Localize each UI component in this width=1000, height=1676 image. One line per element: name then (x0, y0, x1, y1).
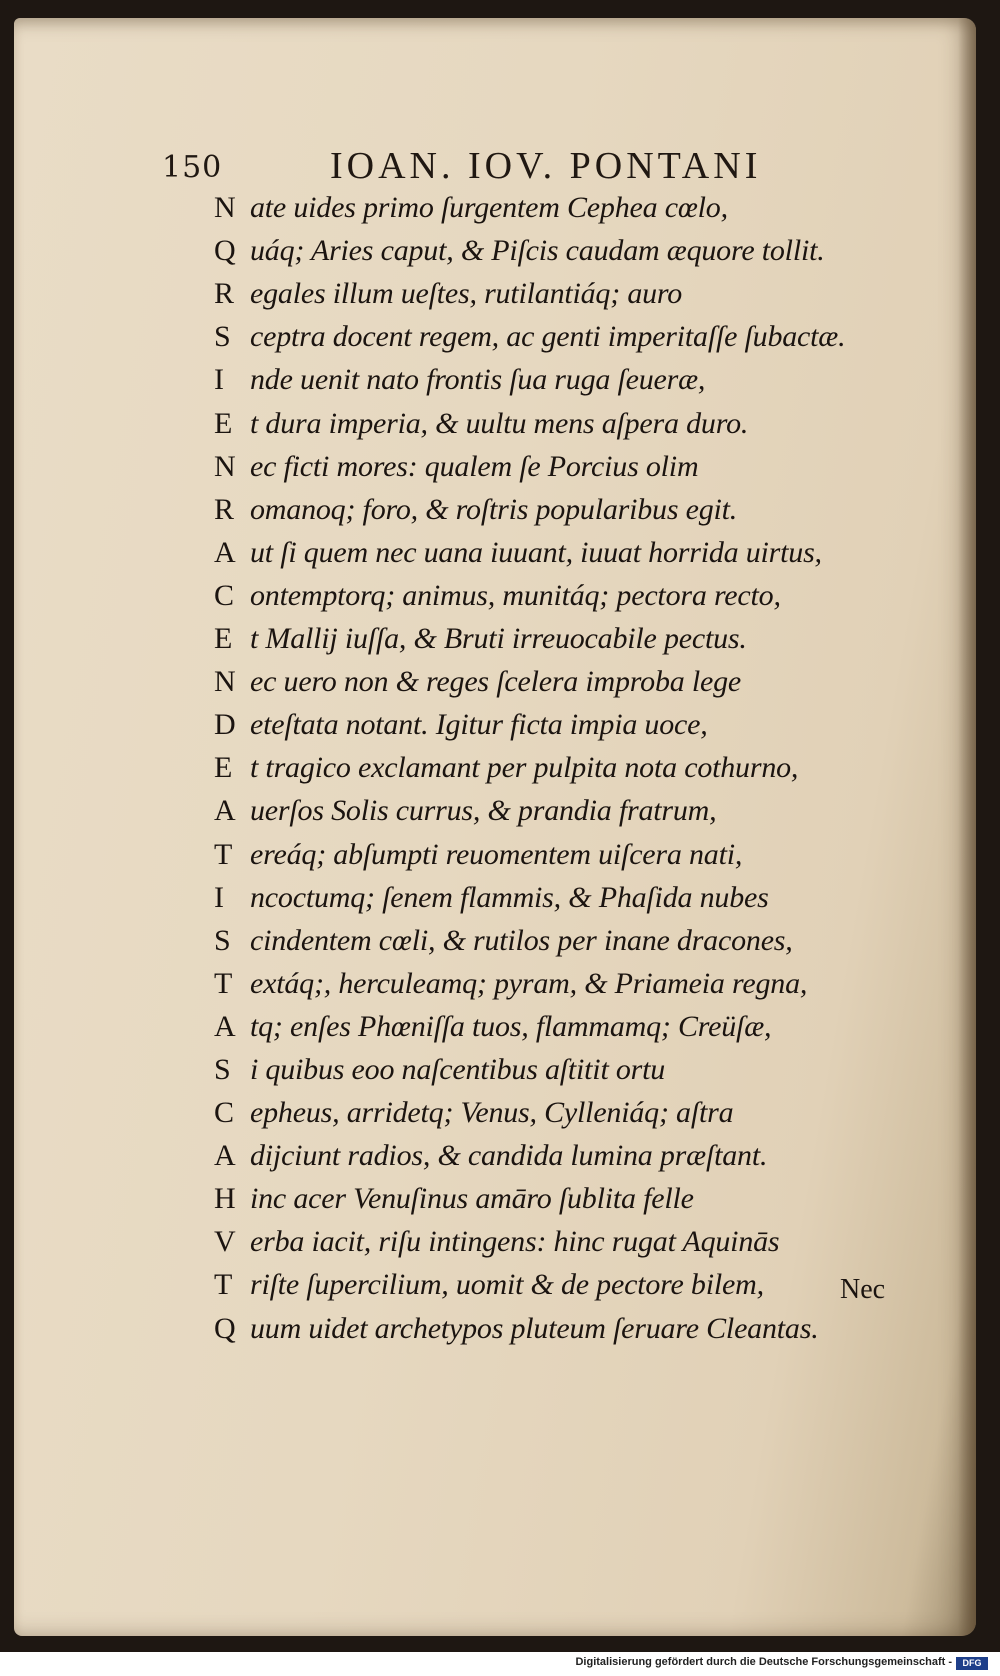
verse-initial: A (214, 1139, 236, 1173)
verse-initial: R (214, 277, 235, 311)
verse-text: egales illum ueſtes, rutilantiáq; auro (250, 277, 683, 311)
verse-line (214, 313, 914, 356)
verse-line (214, 1304, 914, 1347)
verse-line (214, 1175, 914, 1218)
verse-initial: A (214, 794, 236, 828)
verse-initial: C (214, 1096, 235, 1130)
verse-line (214, 184, 914, 227)
verse-text: inc acer Venuſinus amāro ſublita felle (250, 1182, 694, 1216)
verse-text: ec ficti mores: qualem ſe Porcius olim (250, 449, 699, 483)
dfg-logo: DFG (956, 1657, 988, 1670)
book-page (14, 18, 976, 1636)
verse-line (214, 572, 914, 615)
verse-initial: T (214, 1268, 233, 1302)
verse-initial: R (214, 492, 235, 526)
verse-initial: S (214, 1052, 231, 1086)
verse-initial: I (214, 363, 224, 397)
verse-text: cindentem cœli, & rutilos per inane dracones, (250, 923, 793, 957)
page-number: 150 (162, 150, 223, 185)
verse-initial: N (214, 665, 236, 699)
verse-line (214, 787, 914, 830)
verse-text: ec uero non & reges ſcelera improba lege (250, 665, 742, 699)
verse-line (214, 443, 914, 486)
verse-text: tq; enſes Phœniſſa tuos, flammamq; Creüſæ, (250, 1009, 772, 1043)
verse-line (214, 1132, 914, 1175)
footer-bar (0, 1652, 1000, 1676)
verse-text: t tragico exclamant per pulpita nota cothurno, (250, 751, 799, 785)
verse-line (214, 701, 914, 744)
verse-line (214, 830, 914, 873)
verse-line (214, 960, 914, 1003)
verse-text: t dura imperia, & uultu mens aſpera duro. (250, 406, 749, 440)
funding-credit: Digitalisierung gefördert durch die Deutsche Forschungsgemeinschaft - (575, 1656, 952, 1668)
page-header (162, 138, 822, 188)
verse-line (214, 658, 914, 701)
running-head: IOAN. IOV. PONTANI (330, 145, 762, 187)
verse-initial: T (214, 966, 233, 1000)
verse-line (214, 917, 914, 960)
verse-line (214, 744, 914, 787)
verse-initial: H (214, 1182, 236, 1216)
verse-initial: E (214, 622, 233, 656)
verse-text: uerſos Solis currus, & prandia fratrum, (250, 794, 717, 828)
verse-initial: V (214, 1225, 236, 1259)
verse-block (214, 184, 914, 1348)
verse-text: nde uenit nato frontis ſua ruga ſeueræ, (250, 363, 706, 397)
verse-initial: N (214, 191, 236, 225)
verse-text: uáq; Aries caput, & Piſcis caudam æquore tollit. (250, 234, 825, 268)
verse-line (214, 399, 914, 442)
verse-text: ate uides primo ſurgentem Cephea cœlo, (250, 191, 728, 225)
verse-line (214, 227, 914, 270)
verse-line (214, 874, 914, 917)
verse-line (214, 529, 914, 572)
verse-text: ceptra docent regem, ac genti imperitaſſe ſubactæ. (250, 320, 846, 354)
verse-text: t Mallij iuſſa, & Bruti irreuocabile pectus. (250, 622, 747, 656)
verse-text: erba iacit, riſu intingens: hinc rugat Aquinās (250, 1225, 780, 1259)
page-edge-shadow (958, 18, 976, 1636)
verse-line (214, 486, 914, 529)
verse-initial: I (214, 880, 224, 914)
verse-line (214, 1046, 914, 1089)
verse-text: riſte ſupercilium, uomit & de pectore bilem, (250, 1268, 764, 1302)
catchword: Nec (840, 1274, 886, 1305)
verse-initial: E (214, 751, 233, 785)
verse-text: i quibus eoo naſcentibus aſtitit ortu (250, 1052, 666, 1086)
verse-text: dijciunt radios, & candida lumina præſtant. (250, 1139, 768, 1173)
verse-text: ut ſi quem nec uana iuuant, iuuat horrida uirtus, (250, 535, 822, 569)
verse-text: uum uidet archetypos pluteum ſeruare Cleantas. (250, 1311, 819, 1345)
verse-text: ncoctumq; ſenem flammis, & Phaſida nubes (250, 880, 769, 914)
verse-text: extáq;, herculeamq; pyram, & Priameia regna, (250, 966, 808, 1000)
verse-text: ontemptorq; animus, munitáq; pectora recto, (250, 578, 781, 612)
verse-initial: Q (214, 234, 236, 268)
verse-line (214, 356, 914, 399)
verse-line (214, 1003, 914, 1046)
verse-line (214, 615, 914, 658)
verse-initial: N (214, 449, 236, 483)
verse-initial: Q (214, 1311, 236, 1345)
verse-initial: E (214, 406, 233, 440)
verse-initial: C (214, 578, 235, 612)
verse-initial: S (214, 320, 231, 354)
verse-text: eteſtata notant. Igitur ficta impia uoce, (250, 708, 708, 742)
verse-initial: T (214, 837, 233, 871)
verse-initial: D (214, 708, 236, 742)
verse-initial: S (214, 923, 231, 957)
verse-text: epheus, arridetq; Venus, Cylleniáq; aſtra (250, 1096, 734, 1130)
verse-initial: A (214, 1009, 236, 1043)
verse-line (214, 1218, 914, 1261)
verse-text: omanoq; foro, & roſtris popularibus egit. (250, 492, 738, 526)
verse-line (214, 270, 914, 313)
verse-line (214, 1089, 914, 1132)
verse-text: ereáq; abſumpti reuomentem uiſcera nati, (250, 837, 743, 871)
verse-line (214, 1261, 914, 1304)
verse-initial: A (214, 535, 236, 569)
